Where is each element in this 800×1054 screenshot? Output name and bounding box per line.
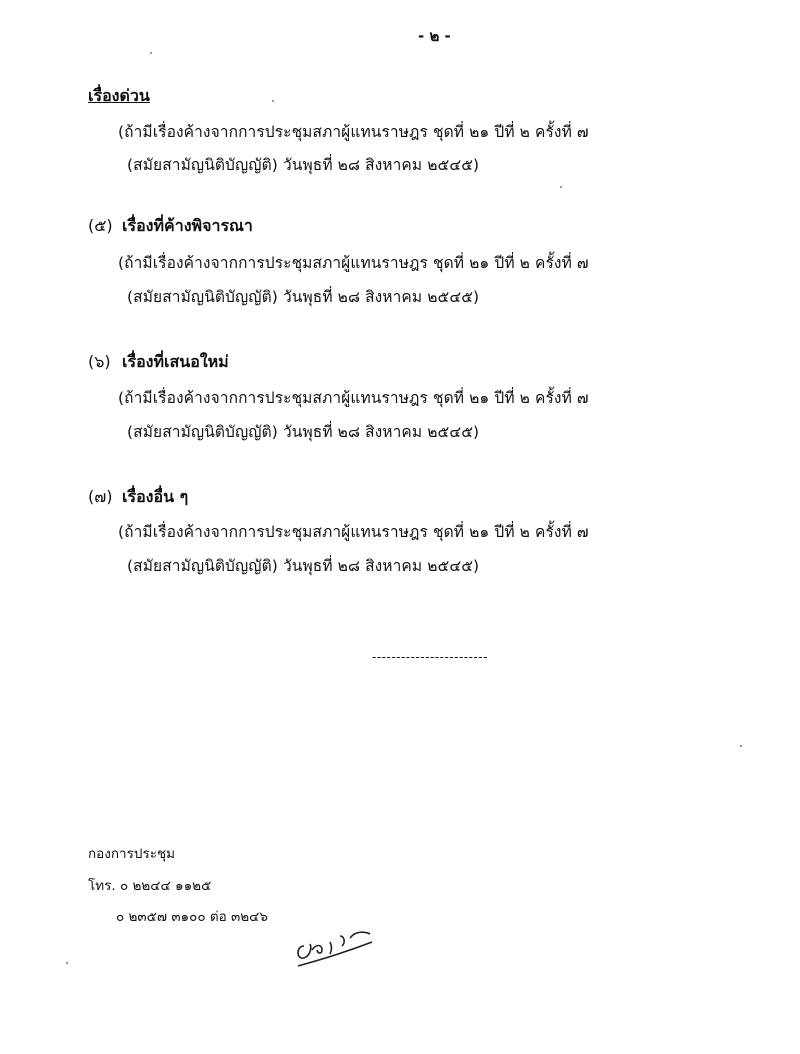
footer-phone-2: ๐ ๒๓๕๗ ๓๑๐๐ ต่อ ๓๒๔๖ xyxy=(116,909,268,925)
section-6-title: เรื่องที่เสนอใหม่ xyxy=(122,352,229,371)
footer-phone-1: โทร. ๐ ๒๒๔๔ ๑๑๒๕ xyxy=(88,878,212,894)
scan-speck xyxy=(560,186,562,188)
section-5-title: เรื่องที่ค้างพิจารณา xyxy=(122,216,253,235)
urgent-heading: เรื่องด่วน xyxy=(88,86,150,105)
section-5-heading xyxy=(88,214,253,239)
section-7-number: (๗) xyxy=(88,487,113,506)
section-6-number: (๖) xyxy=(88,352,111,371)
section-6-line-2: (สมัยสามัญนิติบัญญัติ) วันพุธที่ ๒๘ สิงหาคม ๒๕๔๕) xyxy=(127,423,480,441)
page-number: - ๒ - xyxy=(418,27,451,45)
section-5-line-2: (สมัยสามัญนิติบัญญัติ) วันพุธที่ ๒๘ สิงหาคม ๒๕๔๕) xyxy=(127,288,480,306)
scan-speck xyxy=(740,745,742,747)
urgent-line-2: (สมัยสามัญนิติบัญญัติ) วันพุธที่ ๒๘ สิงหาคม ๒๕๔๕) xyxy=(127,156,480,174)
urgent-line-1: (ถ้ามีเรื่องค้างจากการประชุมสภาผู้แทนราษฎร ชุดที่ ๒๑ ปีที่ ๒ ครั้งที่ ๗ xyxy=(118,123,589,141)
handwritten-signature xyxy=(290,920,380,970)
section-5-line-1: (ถ้ามีเรื่องค้างจากการประชุมสภาผู้แทนราษฎร ชุดที่ ๒๑ ปีที่ ๒ ครั้งที่ ๗ xyxy=(118,254,589,272)
section-7-heading xyxy=(88,485,188,510)
section-7-title: เรื่องอื่น ๆ xyxy=(122,487,189,506)
section-6-heading xyxy=(88,350,229,375)
end-separator: ------------------------ xyxy=(372,650,488,664)
section-7-line-2: (สมัยสามัญนิติบัญญัติ) วันพุธที่ ๒๘ สิงหาคม ๒๕๔๕) xyxy=(127,557,480,575)
section-6-line-1: (ถ้ามีเรื่องค้างจากการประชุมสภาผู้แทนราษฎร ชุดที่ ๒๑ ปีที่ ๒ ครั้งที่ ๗ xyxy=(118,389,589,407)
section-7-line-1: (ถ้ามีเรื่องค้างจากการประชุมสภาผู้แทนราษฎร ชุดที่ ๒๑ ปีที่ ๒ ครั้งที่ ๗ xyxy=(118,523,589,541)
scan-speck xyxy=(150,52,152,54)
scan-speck xyxy=(66,962,68,964)
footer-office: กองการประชุม xyxy=(88,846,176,862)
section-5-number: (๕) xyxy=(88,216,113,235)
scan-speck xyxy=(272,100,274,102)
